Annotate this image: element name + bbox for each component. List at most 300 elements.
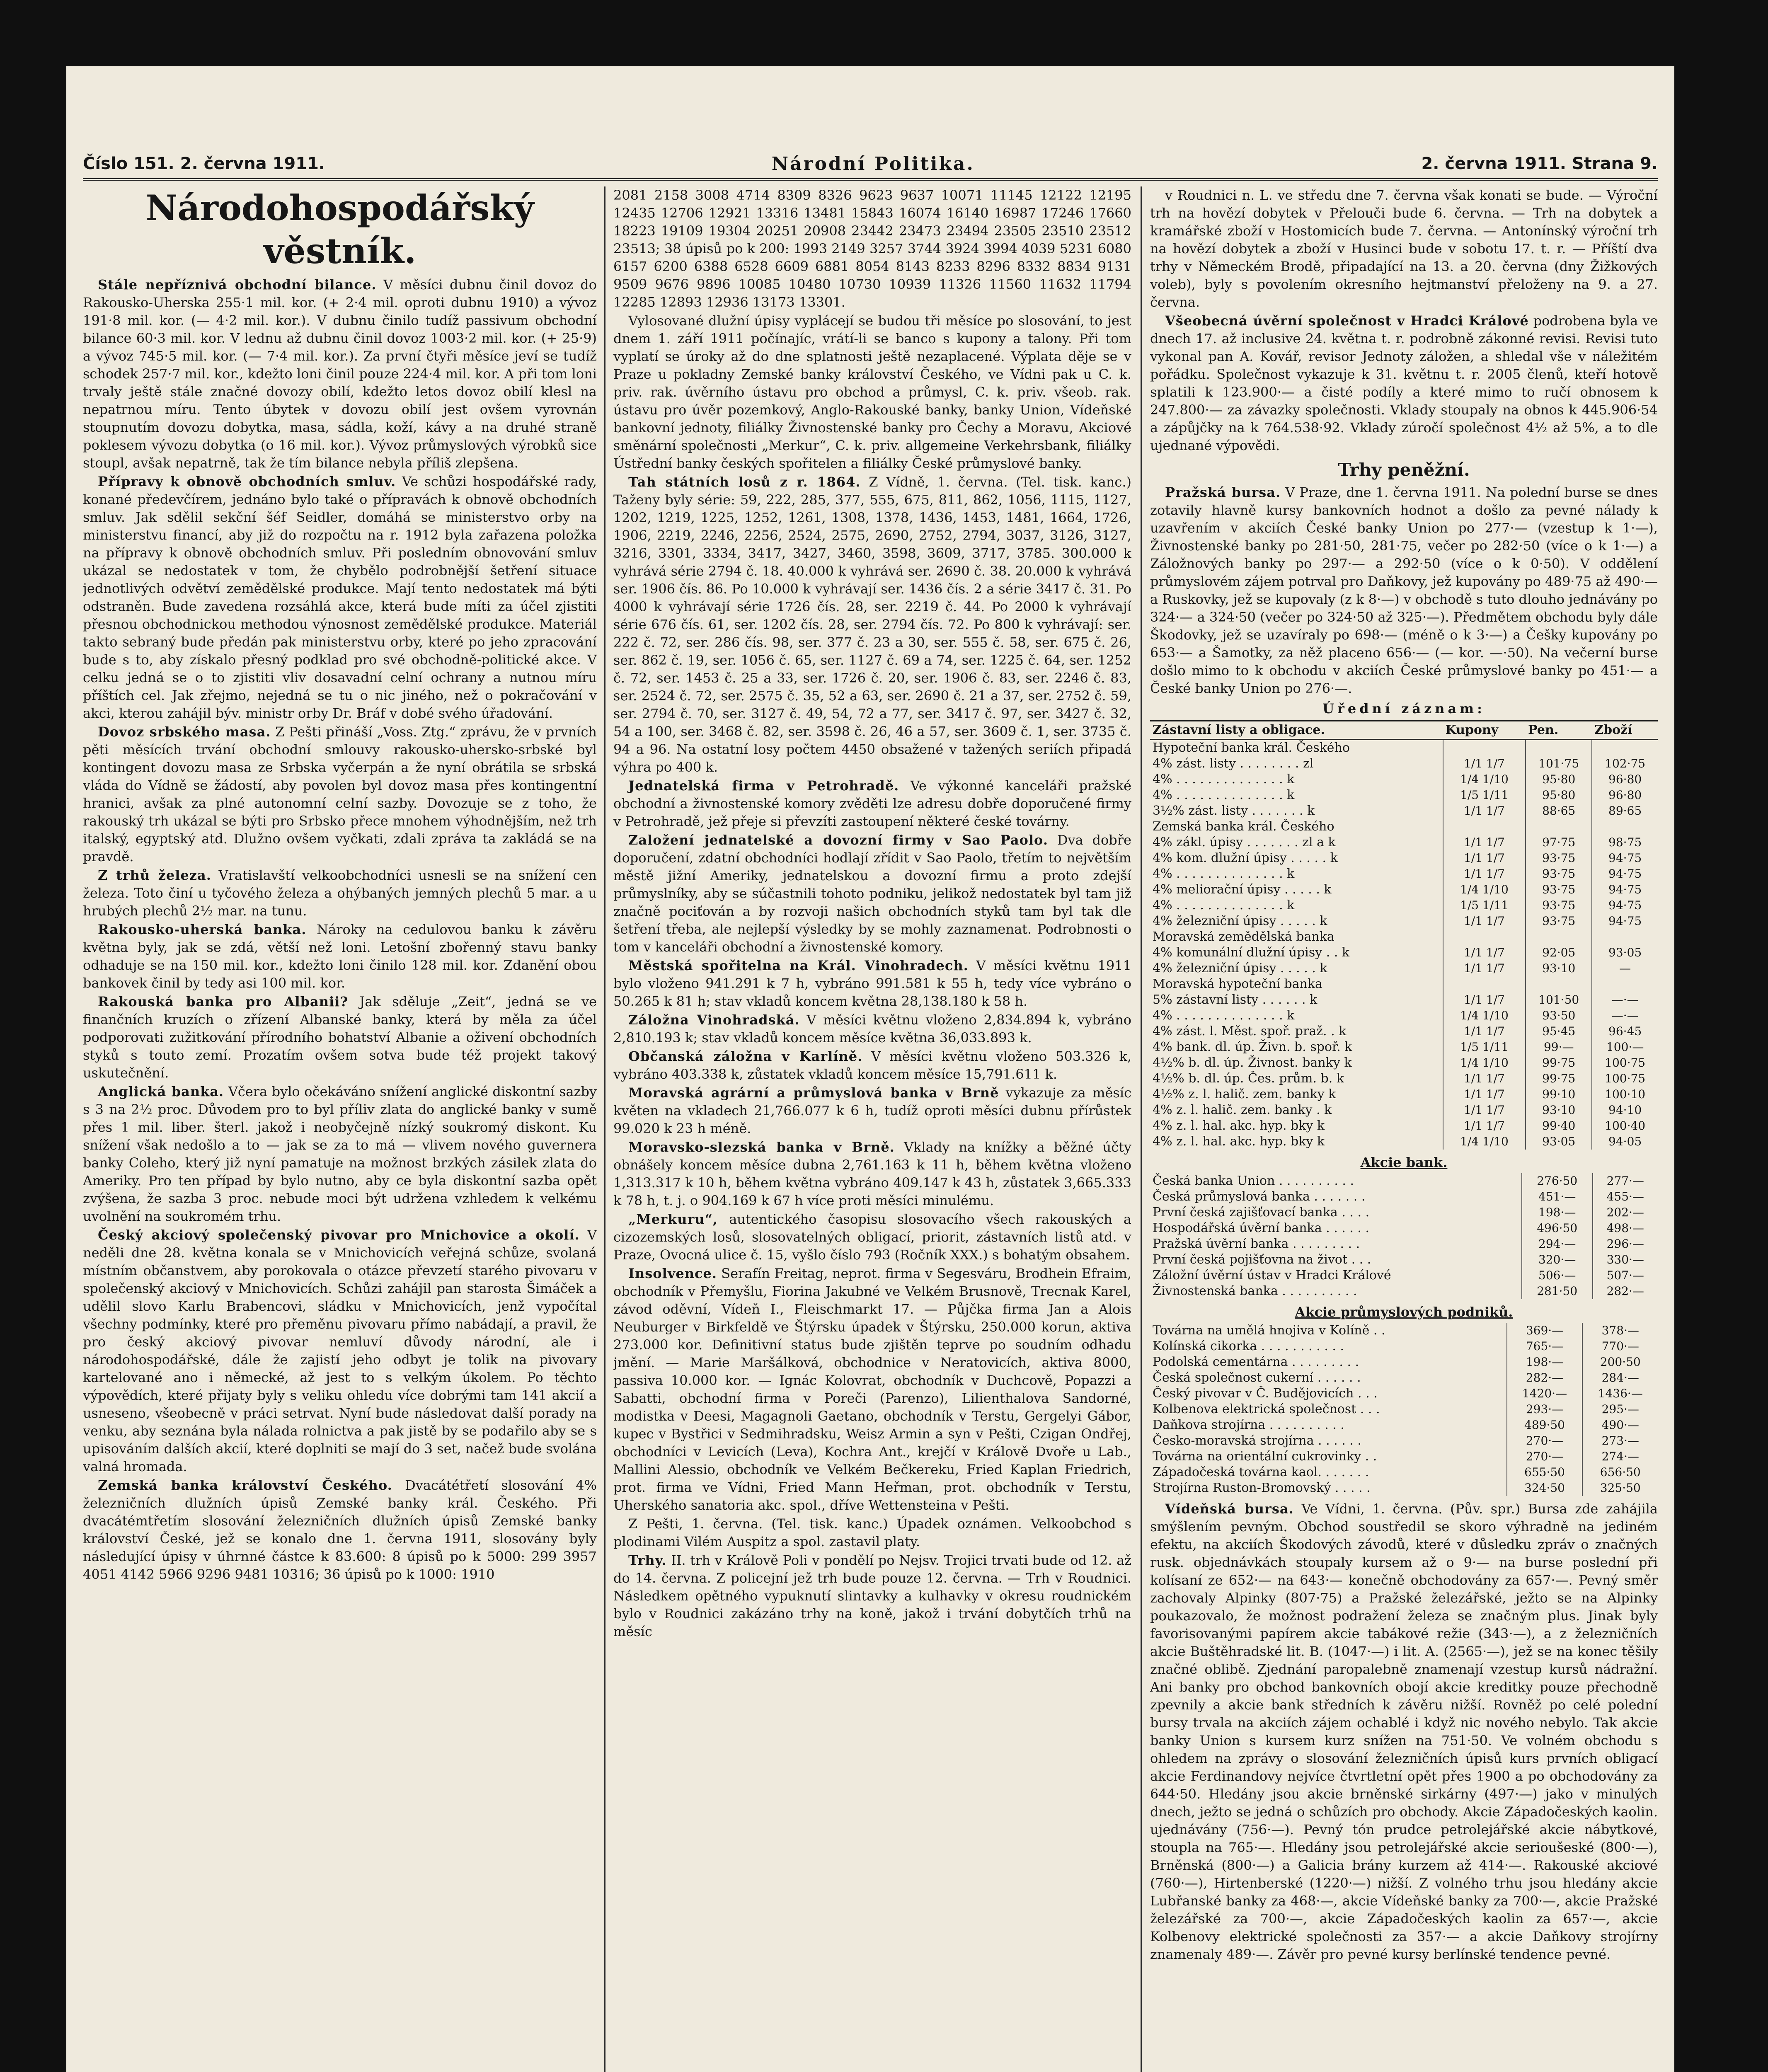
quote-cell: 100·10 xyxy=(1592,1087,1658,1102)
quote-cell: 100·40 xyxy=(1592,1118,1658,1134)
security-name: 4% . . . . . . . . . . . . . . k xyxy=(1153,867,1295,881)
quote-cell xyxy=(1443,929,1526,945)
column-2 xyxy=(613,186,1131,2072)
quote-cell xyxy=(1592,929,1658,945)
table-row xyxy=(1150,1055,1658,1071)
quote-cell: 99·10 xyxy=(1526,1087,1592,1102)
quote-cell xyxy=(1443,740,1526,756)
article-paragraph xyxy=(613,1265,1131,1514)
security-name: Hypoteční banka král. Českého xyxy=(1153,741,1350,755)
table-row xyxy=(1150,1283,1658,1299)
bank-shares-table xyxy=(1150,1173,1658,1299)
quote-cell: 1/4 1/10 xyxy=(1443,1008,1526,1024)
article-paragraph xyxy=(1150,186,1658,311)
quote-cell: 93·75 xyxy=(1526,882,1592,898)
quote-cell: 1/1 1/7 xyxy=(1443,803,1526,819)
article-paragraph xyxy=(83,921,597,992)
security-name: 5% zástavní listy . . . . . . k xyxy=(1153,992,1318,1007)
table-row xyxy=(1150,1087,1658,1102)
article-heading: Všeobecná úvěrní společnost v Hradci Králové xyxy=(1165,313,1529,329)
security-name: Kolínská cikorka . . . . . . . . . . . xyxy=(1153,1339,1344,1353)
quote-cell: 276·50 xyxy=(1522,1173,1593,1189)
quote-cell: 1/5 1/11 xyxy=(1443,898,1526,913)
quote-cell: 93·05 xyxy=(1526,1134,1592,1150)
quote-cell: 95·45 xyxy=(1526,1024,1592,1039)
table-header: Zástavní listy a obligace. xyxy=(1150,721,1443,740)
security-name: Moravská hypoteční banka xyxy=(1153,977,1323,991)
quote-cell: 92·05 xyxy=(1526,945,1592,961)
article-heading: Jednatelská firma v Petrohradě. xyxy=(628,778,899,794)
column-3-articles xyxy=(1150,186,1658,455)
article-paragraph xyxy=(613,312,1131,472)
article-text: Ve výkonné kanceláři pražské obchodní a živnostenské komory zvěděti lze adresu dobře doporučené firmy v Petrohradě, jež přeje si převzíti zastoupení některé české továrny. xyxy=(613,778,1131,829)
table-row xyxy=(1150,1118,1658,1134)
article-text: Vylosované dlužní úpisy vyplácejí se budou tři měsíce po slosování, to jest dnem 1. září 1911 počínajíc, vrátí-li se banco s kupony a talony. Při tom vyplatí se úroky až do dne splatnosti ještě nezaplacené. Výplata děje se v Praze u pokladny Zemské banky království Českého, ve Vídni pak u C. k. priv. rak. úvěrního ústavu pro obchod a průmysl, C. k. priv. všeob. rak. ústavu pro úvěr pozemkový, Anglo-Rakouské banky, banky Union, Vídeňské bankovní jednoty, filiálky Živnostenské banky pro Čechy a Moravu, Akciové směnární společnosti „Merkur“, C. k. priv. allgemeine Verkehrsbank, filiálky Ústřední banky českých spořitelen a filiálky České průmyslové banky. xyxy=(613,313,1131,471)
quote-cell: 94·75 xyxy=(1592,898,1658,913)
article-paragraph xyxy=(83,993,597,1082)
quote-cell: 89·65 xyxy=(1592,803,1658,819)
quote-cell: 1/1 1/7 xyxy=(1443,913,1526,929)
article-heading: „Merkuru“, xyxy=(628,1211,718,1227)
security-name: 4% železniční úpisy . . . . . k xyxy=(1153,914,1327,928)
security-name: Západočeská továrna kaol. . . . . . . xyxy=(1153,1465,1369,1479)
quote-cell: 202·— xyxy=(1593,1205,1658,1220)
header-title: Národní Politika. xyxy=(771,153,975,174)
article-text: Jak sděluje „Zeit“, jedná se ve finančních kruzích o zřízení Albanské banky, která by měla za účel podporovati zužitkování přírodního bohatství Albanie a oživení obchodních styků s touto zemí. Prozatím ovšem sotva bude též projekt takový uskutečnění. xyxy=(83,994,597,1081)
article-paragraph xyxy=(613,957,1131,1010)
quote-cell: 200·50 xyxy=(1582,1354,1658,1370)
article-text: II. trh v Králově Poli v pondělí po Nejsv. Trojici trvati bude od 12. až do 14. června. Z policejní jež trh bude pouze 12. června. — Trh v Roudnici. Následkem opětného vypuknutí slintavky a kulhavky v okresu roudnickém bylo v Roudnici zakázáno trhy na koně, jakož i trvání dobytčích trhů na měsíc xyxy=(613,1552,1131,1639)
quote-cell: 496·50 xyxy=(1522,1220,1593,1236)
quote-cell: 94·75 xyxy=(1592,850,1658,866)
table-row xyxy=(1150,835,1658,850)
quote-cell: 93·50 xyxy=(1526,1008,1592,1024)
article-text: Z Vídně, 1. června. (Tel. tisk. kanc.) Taženy byly série: 59, 222, 285, 377, 555, 675, 811, 862, 1056, 1115, 1127, 1202, 1219, 1225, 1252, 1261, 1308, 1378, 1436, 1453, 1481, 1664, 1726, 1906, 2219, 2246, 2256, 2524, 2575, 2690, 2752, 2794, 3037, 3126, 3127, 3216, 3301, 3334, 3417, 3427, 3460, 3598, 3609, 3717, 3785. 300.000 k vyhrává série 2794 č. 18. 40.000 k vyhrává ser. 2690 č. 38. 20.000 k vyhrává ser. 1906 čís. 86. Po 10.000 k vyhrávají ser. 1436 čís. 2 a série 3417 č. 31. Po 4000 k vyhrávají série 1726 čís. 28, ser. 2219 č. 44. Po 2000 k vyhrávají série 676 čís. 61, ser. 1202 čís. 28, ser. 2794 čís. 72. Po 800 k vyhrávají: ser. 222 č. 72, ser. 286 čís. 98, ser. 377 č. 23 a 30, ser. 555 č. 58, ser. 675 č. 26, ser. 862 č. 19, ser. 1056 č. 65, ser. 1127 č. 69 a 74, ser. 1225 č. 64, ser. 1252 č. 72, ser. 1453 č. 25 a 33, ser. 1726 č. 20, ser. 1906 č. 83, ser. 2246 č. 83, ser. 2524 č. 72, ser. 2575 č. 35, 52 a 63, ser. 2690 č. 21 a 37, ser. 2752 č. 59, ser. 2794 č. 70, ser. 3127 č. 49, 54, 72 a 77, ser. 3417 č. 97, ser. 3427 č. 32, 54 a 100, ser. 3468 č. 82, ser. 3598 č. 26, 46 a 57, ser. 3609 č. 1, ser. 3735 č. 94 a 96. Na ostatní losy počtem 4450 obsažené v tažených seriích připadá výhra po 400 k. xyxy=(613,474,1131,775)
security-name: 4% komunální dlužní úpisy . . k xyxy=(1153,945,1350,960)
table-row xyxy=(1150,1205,1658,1220)
table-header: Zboží xyxy=(1592,721,1658,740)
article-heading: Zemská banka království Českého. xyxy=(98,1477,392,1493)
table-row xyxy=(1150,1039,1658,1055)
table-row xyxy=(1150,1402,1658,1417)
quote-cell: 96·45 xyxy=(1592,1024,1658,1039)
table-row xyxy=(1150,898,1658,913)
column-2-articles xyxy=(613,312,1131,1641)
quote-cell: 94·75 xyxy=(1592,866,1658,882)
quote-cell: 489·50 xyxy=(1507,1417,1583,1433)
security-name: 4% zákl. úpisy . . . . . . . zl a k xyxy=(1153,835,1336,850)
section-masthead: Národohospodářský věstník. xyxy=(145,187,534,271)
quote-cell xyxy=(1526,929,1592,945)
table-row xyxy=(1150,1386,1658,1402)
article-text: V neděli dne 28. května konala se v Mnichovicích veřejná schůze, svolaná místním občanstvem, aby porokovala o otázce převzetí starého pivovaru v společenský akciový v Mnichovicích. Schůzi zahájil pan starosta Šimáček a udělil slovo Karlu Brabencovi, sládku v Mnichovicích, jenž vypočítal všechny podmínky, které pro přeměnu pivovaru přímo nabádají, a pravil, že pro český akciový pivovar nemluví důvody národní, ale i národohospodářské, dále že zajistí jeho odbyt je tolik na pivovary kartelované ano i německé, až jest to s velkým úkolem. Po těchto výpovědích, které přijaty byly s veliku ohledu více dobrými tam 141 akcií a usneseno, všeobecně v práci setrvat. Nyní bude následovat další porady na venku, aby seznána byla nálada rolnictva a pak jistě by se podařilo aby se s upisováním dalších akcií, které doplniti se mají do 3 set, načež bude svolána valná hromada. xyxy=(83,1227,597,1474)
article-text: V měsíci květnu 1911 bylo vloženo 941.291 k 7 h, vybráno 991.581 k 55 h, tedy více vybráno o 50.265 k 81 h; stav vkladů koncem května 28,138.180 k 58 h. xyxy=(613,958,1131,1009)
quote-cell: —·— xyxy=(1592,1008,1658,1024)
quote-cell: 1/1 1/7 xyxy=(1443,1071,1526,1087)
security-name: Česká společnost cukerní . . . . . . xyxy=(1153,1370,1361,1385)
quote-cell: 284·— xyxy=(1582,1370,1658,1386)
quote-cell: 1/5 1/11 xyxy=(1443,1039,1526,1055)
quote-cell: 270·— xyxy=(1507,1449,1583,1464)
security-name: 4% zást. listy . . . . . . . . zl xyxy=(1153,756,1314,771)
header-issue: Číslo 151. 2. června 1911. xyxy=(83,154,325,173)
quote-cell: — xyxy=(1592,961,1658,976)
quote-cell: 770·— xyxy=(1582,1339,1658,1354)
quote-cell: 274·— xyxy=(1582,1449,1658,1464)
quote-cell: 95·80 xyxy=(1526,772,1592,787)
newspaper-page xyxy=(66,66,1674,2072)
quote-cell: 88·65 xyxy=(1526,803,1592,819)
table-row xyxy=(1150,756,1658,772)
table-row xyxy=(1150,992,1658,1008)
security-name: Česká průmyslová banka . . . . . . . xyxy=(1153,1189,1366,1204)
quote-cell: 293·— xyxy=(1507,1402,1583,1417)
article-text: Dvacátétřetí slosování 4% železničních dlužních úpisů Zemské banky král. Českého. Při dvacátémtřetím slosování železničních dlužních úpisů Zemské banky království České, jež se konalo dne 1. června 1911, slosovány byly následující úpisy v úhrnné částce k 83.600: 8 úpisů po k 5000: 299 3957 4051 4142 5966 9296 9481 10316; 36 úpisů po k 1000: 1910 xyxy=(83,1477,597,1582)
security-name: Zemská banka král. Českého xyxy=(1153,819,1334,834)
article-heading: Založení jednatelské a dovozní firmy v Sao Paolo. xyxy=(628,832,1048,848)
table-row xyxy=(1150,772,1658,787)
quote-cell: 765·— xyxy=(1507,1339,1583,1354)
security-name: Strojírna Ruston-Bromovský . . . . . xyxy=(1153,1481,1371,1495)
article-text: Včera bylo očekáváno snížení anglické diskontní sazby s 3 na 2½ proc. Důvodem pro to byl příliv zlata do anglické banky v sumě přes 1 mil. liber. šterl. jakož i neobyčejně nízký soukromý diskont. Ku snížení však nedošlo a to — jak se za to má — vlivem nového guvernera banky Coleho, který již nyní pamatuje na možnost brzkých zásilek zlata do Ameriky. Pro ten případ by bylo nutno, aby ce byla diskontní sazba opět zvýšena, že sazba 3 proc. nebude moci být udržena vzhledem k velkému uvolnění na soukromém trhu. xyxy=(83,1084,597,1224)
quote-cell: 94·75 xyxy=(1592,913,1658,929)
article-text: Nároky na cedulovou banku k závěru května byly, jak se zdá, větší než loni. Letošní zbořenný stavu banky odhaduje se na 150 mil. kor., kdežto loni činilo 128 mil. kor. Zdanění obou bankovek činil by tedy asi 100 mil. kor. xyxy=(83,922,597,991)
security-name: Kolbenova elektrická společnost . . . xyxy=(1153,1402,1380,1416)
table-row xyxy=(1150,1323,1658,1339)
table-row xyxy=(1150,1268,1658,1283)
column-3 xyxy=(1150,186,1658,2072)
article-text: Z Pešti, 1. června. (Tel. tisk. kanc.) Úpadek oznámen. Velkoobchod s plodinami Vilém Auspitz a spol. zastavil platy. xyxy=(613,1516,1131,1549)
quote-cell: 96·80 xyxy=(1592,772,1658,787)
table-row xyxy=(1150,1354,1658,1370)
quote-cell: 1/1 1/7 xyxy=(1443,1102,1526,1118)
article-text: V měsíci květnu vloženo 2,834.894 k, vybráno 2,810.193 k; stav vkladů koncem měsíce května 36,033.893 k. xyxy=(613,1012,1131,1046)
table-header: Pen. xyxy=(1526,721,1592,740)
quote-cell: 99·40 xyxy=(1526,1118,1592,1134)
quote-cell: 320·— xyxy=(1522,1252,1593,1268)
table-row xyxy=(1150,850,1658,866)
article-paragraph xyxy=(613,1011,1131,1047)
security-name: Živnostenská banka . . . . . . . . . . xyxy=(1153,1284,1357,1298)
header-date-page: 2. června 1911. Strana 9. xyxy=(1421,154,1658,173)
quote-cell: 1/1 1/7 xyxy=(1443,961,1526,976)
quote-cell: 1/1 1/7 xyxy=(1443,756,1526,772)
security-name: Záložní úvěrní ústav v Hradci Králové xyxy=(1153,1268,1391,1283)
article-heading: Moravsko-slezská banka v Brně. xyxy=(628,1139,895,1155)
article-heading: Stále nepříznivá obchodní bilance. xyxy=(98,277,377,293)
quote-cell: 101·50 xyxy=(1526,992,1592,1008)
article-text: Dva dobře doporučení, zdatní obchodníci hodlají zřídit v Sao Paolo, třetím to největším městě jižní Ameriky, jednatelskou a dovozní firmu a proto zdejší průmyslníky, aby se súčastnili tohoto podniku, jelikož nedostatek byl tam již značně pociťován a by rozvoji našich obchodních styků tam byl tak dle šetření třeba, ale nejlepší výsledky by se mohly zaznamenat. Podrobnosti o tom v kanceláři obchodní a živnostenské komory. xyxy=(613,832,1131,955)
quote-cell: 378·— xyxy=(1582,1323,1658,1339)
table-row xyxy=(1150,1252,1658,1268)
quote-cell: 507·— xyxy=(1593,1268,1658,1283)
table-row xyxy=(1150,976,1658,992)
security-name: 3½% zást. listy . . . . . . . k xyxy=(1153,804,1315,818)
quote-cell: 1/1 1/7 xyxy=(1443,850,1526,866)
column-1-articles xyxy=(83,276,597,1583)
article-text: V měsíci květnu vloženo 503.326 k, vybráno 403.338 k, zůstatek vkladů koncem měsíce 15,791.611 k. xyxy=(613,1048,1131,1082)
article-text: Vklady na knížky a běžné účty obnášely koncem měsíce dubna 2,761.163 k 11 h, během května vloženo 1,313.317 k 10 h, během května vybráno 409.147 k 43 h, zůstatek 3,665.333 k 78 h, t. j. o 904.169 k 67 h více proti měsíci minulému. xyxy=(613,1139,1131,1208)
quote-cell xyxy=(1526,819,1592,835)
quote-cell: 99·75 xyxy=(1526,1055,1592,1071)
quote-cell: 455·— xyxy=(1593,1189,1658,1205)
quote-cell: 198·— xyxy=(1522,1205,1593,1220)
quote-cell: 369·— xyxy=(1507,1323,1583,1339)
article-paragraph xyxy=(613,1515,1131,1551)
article-text: Vratislavští velkoobchodníci usnesli se na snížení cen železa. Toto činí u tyčového železa a ohýbaných jemných plechů 5 mar. a u hrubých plechů 2½ mar. na tunu. xyxy=(83,867,597,919)
table-row xyxy=(1150,882,1658,898)
prague-bourse-report: Pražská bursa. V Praze, dne 1. června 1911. Na polední burse se dnes zotavily hlavně kursy bankovních hodnot a došlo za pevné nálady k uzavřením v akciích České banky Union po 277·— (vzestup k 1·—), Živnostenské banky po 281·50, 281·75, večer po 282·50 (více o k 1·—) a Záložnových banky po 297·— a 292·50 (více o k 0·50). V oddělení průmyslovém zájem potrval pro Daňkovy, jež kupovány po 489·75 až 490·— a Ruskovky, jež se kupovaly (z k 8·—) v obchodě s tuto dlouho jednávány po 324·— a 324·50 (večer po 324·50 až 325·—). Předmětem obchodu byly dále Škodovky, jež se uzavíraly po 698·— (méně o k 3·—) a Češky kupovány po 653·— a Šamotky, za něž placeno 656·— (— kor. —·50). Na večerní burse došlo mimo to k obchodu v akciích České průmyslové banky po 451·— a České banky Union po 276·—. xyxy=(1150,484,1658,696)
quote-cell: 1/4 1/10 xyxy=(1443,1055,1526,1071)
quote-cell: 100·75 xyxy=(1592,1071,1658,1087)
article-paragraph xyxy=(613,1138,1131,1210)
article-heading: Občanská záložna v Karlíně. xyxy=(628,1048,863,1064)
quote-cell: 273·— xyxy=(1582,1433,1658,1449)
table-row xyxy=(1150,1102,1658,1118)
article-heading: Anglická banka. xyxy=(98,1084,224,1099)
quote-cell: 1420·— xyxy=(1507,1386,1583,1402)
table-row xyxy=(1150,1433,1658,1449)
article-paragraph xyxy=(83,473,597,722)
table-row xyxy=(1150,787,1658,803)
security-name: 4% bank. dl. úp. Živn. b. spoř. k xyxy=(1153,1040,1352,1054)
quote-cell xyxy=(1443,819,1526,835)
article-paragraph xyxy=(83,1083,597,1225)
quote-cell: 1/5 1/11 xyxy=(1443,787,1526,803)
table-row xyxy=(1150,1024,1658,1039)
quote-cell: 93·75 xyxy=(1526,850,1592,866)
column-1 xyxy=(83,186,597,2072)
bonds-table xyxy=(1150,720,1658,1150)
table-row xyxy=(1150,1134,1658,1150)
quote-cell: 93·10 xyxy=(1526,1102,1592,1118)
security-name: Český pivovar v Č. Budějovicích . . . xyxy=(1153,1386,1378,1401)
article-paragraph xyxy=(613,831,1131,956)
security-name: Česká banka Union . . . . . . . . . . xyxy=(1153,1174,1354,1188)
table-row xyxy=(1150,1417,1658,1433)
quote-cell: 330·— xyxy=(1593,1252,1658,1268)
article-text: Ve schůzi hospodářské rady, konané předevčírem, jednáno bylo také o přípravách k obnově obchodních smluv. Jak sdělil sekční šéf Seidler, domáhá se ministerstvo orby na ministerstvu financí, aby již do rozpočtu na r. 1912 byla zařazena položka na přípravy k obnově obchodních smluv. Při posledním obnovování smluv ukázal se nedostatek v tom, že chybělo podrobnější šetření situace jednotlivých odvětví zemědělské produkce. Mají tento nedostatek má býti odstraněn. Bude zavedena rozsáhlá akce, která bude míti za účel zjistiti přesnou obchodnickou methodou výnosnost zemědělské produkce. Materiál takto sebraný bude předán pak ministerstvu orby, které po jeho zpracování bude s to, aby získalo přesný podklad pro své obchodně-politické akce. V celku jedná se o to zjistiti vliv dosavadní celní ochrany a nutnou míru příštích cel. Jak zřejmo, nejedná se tu o nic jiného, než o pokračování v akci, kterou zahájil býv. ministr orby Dr. Bráf v dobé svého úřadování. xyxy=(83,474,597,721)
quote-cell: 270·— xyxy=(1507,1433,1583,1449)
article-paragraph xyxy=(83,723,597,866)
quote-cell: 99·— xyxy=(1526,1039,1592,1055)
article-text: vykazuje za měsíc květen na vkladech 21,766.077 k 6 h, tudíž oproti měsíci dubnu přírůstek 99.020 k 23 h méně. xyxy=(613,1085,1131,1136)
quote-cell xyxy=(1526,740,1592,756)
table-row xyxy=(1150,961,1658,976)
table-row xyxy=(1150,819,1658,835)
quote-cell: 281·50 xyxy=(1522,1283,1593,1299)
article-text: Z Pešti přináší „Voss. Ztg.“ zprávu, že v prvních pěti měsících trvání obchodní smlouvy rakousko-uhersko-srbské byl kontingent dovozu masa ze Srbska vyčerpán a že nyní obrátila se srbská vláda do Vídně se žádostí, aby povolen byl dovoz masa přes kontingentní hranici, avšak za plné autonomní celní sazby. Dovozuje se z toho, že rakouský trh ukázal se býti pro Srbsko přece mnohem výhodnějším, než trh italský, egyptský atd. Dlužno ovšem vyčkati, zdali zpráva ta zakládá se na pravdě. xyxy=(83,724,597,864)
quote-cell: 198·— xyxy=(1507,1354,1583,1370)
quote-cell: 1/1 1/7 xyxy=(1443,1087,1526,1102)
security-name: Česko-moravská strojírna . . . . . . xyxy=(1153,1433,1361,1448)
table-row xyxy=(1150,1189,1658,1205)
article-paragraph xyxy=(613,473,1131,776)
quote-cell: 98·75 xyxy=(1592,835,1658,850)
security-name: 4% z. l. hal. akc. hyp. bky k xyxy=(1153,1118,1325,1133)
article-text: v Roudnici n. L. ve středu dne 7. června však konati se bude. — Výroční trh na hovězí dobytek v Přelouči bude 6. června. — Trh na dobytek a kramářské zboží v Hostomicích bude 7. června. — Antonínský výroční trh na hovězí dobytek a zboží v Husinci bude v sobotu 17. t. r. — Příští dva trhy v Německém Brodě, připadající na 13. a 20. června (dny Žižkových voleb), byly s povolením okresního hejtmanství přeloženy na 9. a 27. června. xyxy=(1150,187,1658,310)
lottery-numbers: 2081 2158 3008 4714 8309 8326 9623 9637 10071 11145 12122 12195 12435 12706 12921 13316 13481 15843 16074 16140 16987 17246 17660 18223 19109 19304 20251 20908 23442 23473 23494 23505 23510 23512 23513; 38 úpisů po k 200: 1993 2149 3257 3744 3924 3994 4039 5231 6080 6157 6200 6388 6528 6609 6881 8054 8143 8233 8296 8332 8834 9131 9509 9676 9896 10085 10480 10730 10939 11326 11560 11632 11794 12285 12893 12936 13173 13301. xyxy=(613,187,1131,310)
quote-cell: 93·10 xyxy=(1526,961,1592,976)
security-name: 4% . . . . . . . . . . . . . . k xyxy=(1153,788,1295,802)
article-heading: Z trhů železa. xyxy=(98,867,211,883)
article-paragraph xyxy=(1150,312,1658,455)
article-text: V měsíci dubnu činil dovoz do Rakousko-Uherska 255·1 mil. kor. (+ 2·4 mil. oproti dubnu 1910) a vývoz 191·8 mil. kor. (— 4·2 mil. kor.). V dubnu činilo tudíž passivum obchodní bilance 60·3 mil. kor. V lednu až dubnu činil dovoz 1003·2 mil. kor. (+ 25·9) a vývoz 745·5 mil. kor. (— 7·4 mil. kor.). Za první čtyři měsíce jeví se tudíž schodek 257·7 mil. kor., kdežto loni činil pouze 224·4 mil. kor. A při tom loni trvaly ještě stále značné dovozy obilí, kdežto letos dovoz obilí klesl na nepatrnou míru. Tento úbytek v dovozu obilí jest ovšem vyrovnán stoupnutím dovozu dobytka, masa, sádla, koží, kávy a na druhé straně poklesem vývozu dobytka (o 16 mil. kor.). Vývoz průmyslových výrobků sice stoupl, avšak nepatrně, tak že tím bilance nebyla příliš zlepšena. xyxy=(83,277,597,471)
header-rule xyxy=(83,178,1658,181)
quote-cell: 282·— xyxy=(1507,1370,1583,1386)
table-row xyxy=(1150,1173,1658,1189)
quote-cell: 101·75 xyxy=(1526,756,1592,772)
quote-cell: 1/1 1/7 xyxy=(1443,1024,1526,1039)
quote-cell: 1/4 1/10 xyxy=(1443,1134,1526,1150)
security-name: První česká zajišťovací banka . . . . xyxy=(1153,1205,1370,1220)
article-paragraph xyxy=(613,1552,1131,1641)
article-heading: Dovoz srbského masa. xyxy=(98,724,271,740)
article-paragraph xyxy=(83,276,597,472)
security-name: 4½% b. dl. úp. Čes. prům. b. k xyxy=(1153,1071,1344,1086)
quote-cell: 506·— xyxy=(1522,1268,1593,1283)
industrial-shares-heading: Akcie průmyslových podniků. xyxy=(1295,1304,1513,1320)
table-header: Kupony xyxy=(1443,721,1526,740)
quote-cell: 93·05 xyxy=(1592,945,1658,961)
security-name: 4% zást. l. Měst. spoř. praž. . k xyxy=(1153,1024,1347,1038)
article-text: podrobena byla ve dnech 17. až inclusive 24. května t. r. podrobně zákonné revisi. Revisi tuto vykonal pan A. Kovář, revisor Jednoty záložen, a shledal vše v náležitém pořádku. Společnost vykazuje k 31. květnu t. r. 2005 členů, kteří hotově splatili k 123.900·— a čisté podíly a které mimo to ručí obnosem k 247.800·— za závazky společnosti. Vklady stoupaly na obnos k 445.906·54 a zápůjčky na k 764.538·92. Vklady zúročí společnost 4½ až 5%, a to dle ujednané výpovědi. xyxy=(1150,313,1658,453)
quote-cell xyxy=(1443,976,1526,992)
security-name: Hospodářská úvěrní banka . . . . . . xyxy=(1153,1221,1370,1235)
quote-cell: 296·— xyxy=(1593,1236,1658,1252)
table-row xyxy=(1150,740,1658,756)
quote-cell xyxy=(1526,976,1592,992)
article-heading: Insolvence. xyxy=(628,1266,717,1281)
quote-cell xyxy=(1592,740,1658,756)
quote-cell: 100·— xyxy=(1592,1039,1658,1055)
table-row xyxy=(1150,929,1658,945)
quote-cell: 451·— xyxy=(1522,1189,1593,1205)
security-name: 4% meliorační úpisy . . . . . k xyxy=(1153,882,1332,897)
quote-cell: 1/1 1/7 xyxy=(1443,835,1526,850)
article-text: autentického časopisu slosovacího všech rakouských a cizozemských losů, slosovatelných obligací, priorit, zástavních listů atd. v Praze, Ovocná ulice č. 15, vyšlo číslo 793 (Ročník XXX.) s bohatým obsahem. xyxy=(613,1211,1131,1263)
quote-cell: 93·75 xyxy=(1526,898,1592,913)
security-name: 4% kom. dlužní úpisy . . . . . k xyxy=(1153,851,1338,865)
quote-cell: 324·50 xyxy=(1507,1480,1583,1496)
table-row xyxy=(1150,1464,1658,1480)
money-markets-heading: Trhy peněžní. xyxy=(1338,460,1470,480)
article-heading: Záložna Vinohradská. xyxy=(628,1012,800,1028)
article-paragraph xyxy=(613,777,1131,830)
quote-cell: 498·— xyxy=(1593,1220,1658,1236)
quote-cell: 277·— xyxy=(1593,1173,1658,1189)
table-row xyxy=(1150,1008,1658,1024)
column-divider xyxy=(604,186,605,2072)
table-row xyxy=(1150,945,1658,961)
table-row xyxy=(1150,1220,1658,1236)
article-heading: Městská spořitelna na Král. Vinohradech. xyxy=(628,958,969,973)
quote-cell: 1/4 1/10 xyxy=(1443,772,1526,787)
quote-cell: 96·80 xyxy=(1592,787,1658,803)
security-name: 4% z. l. hal. akc. hyp. bky k xyxy=(1153,1134,1325,1149)
article-heading: Rakouská banka pro Albanii? xyxy=(98,994,349,1009)
quote-cell: 295·— xyxy=(1582,1402,1658,1417)
page-header xyxy=(83,151,1658,176)
security-name: Továrna na umělá hnojiva v Kolíně . . xyxy=(1153,1323,1385,1338)
quote-cell: 100·75 xyxy=(1592,1055,1658,1071)
table-row xyxy=(1150,1236,1658,1252)
quote-cell: 99·75 xyxy=(1526,1071,1592,1087)
article-paragraph xyxy=(613,1210,1131,1264)
quote-cell: 94·10 xyxy=(1592,1102,1658,1118)
quote-cell: 97·75 xyxy=(1526,835,1592,850)
quote-cell: 93·75 xyxy=(1526,866,1592,882)
security-name: 4% železniční úpisy . . . . . k xyxy=(1153,961,1327,975)
quote-cell: 1/4 1/10 xyxy=(1443,882,1526,898)
article-heading: Tah státních losů z r. 1864. xyxy=(628,474,861,490)
security-name: Pražská úvěrní banka . . . . . . . . . xyxy=(1153,1237,1360,1251)
quote-cell: 94·75 xyxy=(1592,882,1658,898)
quote-cell: 1/1 1/7 xyxy=(1443,992,1526,1008)
quote-cell: 1/1 1/7 xyxy=(1443,866,1526,882)
quote-cell: 655·50 xyxy=(1507,1464,1583,1480)
quote-cell: 94·05 xyxy=(1592,1134,1658,1150)
article-paragraph xyxy=(613,1048,1131,1083)
bank-shares-heading: Akcie bank. xyxy=(1360,1155,1448,1170)
security-name: 4% z. l. halič. zem. banky . k xyxy=(1153,1103,1332,1117)
quote-cell: 95·80 xyxy=(1526,787,1592,803)
table-row xyxy=(1150,913,1658,929)
security-name: Moravská zemědělská banka xyxy=(1153,929,1334,944)
quote-cell: 1/1 1/7 xyxy=(1443,945,1526,961)
quote-cell: 490·— xyxy=(1582,1417,1658,1433)
quote-cell: 282·— xyxy=(1593,1283,1658,1299)
security-name: 4½% z. l. halič. zem. banky k xyxy=(1153,1087,1336,1101)
article-heading: Přípravy k obnově obchodních smluv. xyxy=(98,474,396,489)
quote-cell: 656·50 xyxy=(1582,1464,1658,1480)
security-name: 4% . . . . . . . . . . . . . . k xyxy=(1153,772,1295,787)
column-divider xyxy=(1141,186,1142,2072)
security-name: První česká pojišťovna na život . . . xyxy=(1153,1252,1371,1267)
article-text: Serafín Freitag, neprot. firma v Segesváru, Brodhein Efraim, obchodník v Přemyšlu, Fiorina Jakubné ve Velkém Brusnově, Trecnak Karel, závod oděvní, Vídeň I., Fleischmarkt 17. — Půjčka firma Jan a Alois Neuburger v Birkfeldě ve Štýrsku úpadek v Štýrsku, 250.000 korun, aktiva 273.000 kor. Definitivní status bude zjištěn teprve po soudním odhadu jmění. — Marie Maršálková, obchodnice v Neratovicích, aktiva 8000, passiva 10.000 kor. — Ignác Kolovrat, obchodník v Duchcově, Popazzi a Sabatti, obchodní firma v Poreči (Parenzo), Lilienthalova Sandorné, modistka v Deesi, Magagnoli Gaetano, obchodník v Terstu, Gergelyi Gábor, kupec v Bystřici v Sedmihradsku, Weisz Armin a syn v Pešti, Czigan Ondřej, obchodníci v Levicích (Leva), Kochra Ant., krejčí v Králově Dvoře u Lab., Mallini Alessio, obchodník ve Velkém Bečkereku, Fried Kaplan Friedrich, prot. firma ve Vídni, Fried Mann Heřman, prot. obchodník v Terstu, Uherského sanatoria akc. spol., dříve Wettensteina v Pešti. xyxy=(613,1266,1131,1513)
quote-cell: 102·75 xyxy=(1592,756,1658,772)
quote-cell xyxy=(1592,819,1658,835)
vienna-bourse-report: Vídeňská bursa. Ve Vídni, 1. června. (Pův. spr.) Bursa zde zahájila smýšlením pevným. Obchod soustředil se skoro výhradně na jediném efektu, na akciích Škodových závodů, které v důsledku zpráv o značných rusk. objednávkách stoupaly kursem až o 9·— na burse poslední při kolísaní ze 652·— na 643·— konečně obchodovány za 657·—. Pevný směr zachovaly Alpinky (807·75) a Pražské železářské, ježto se na Alpinky poukazovalo, že možnost podražení železa se značným plus. Jinak byly favorisovanými papírem akcie tabákové režie (343·—), a z železničních akcie Buštěhradské lit. B. (1047·—) i lit. A. (2565·—), jež se na konec těšily značné oblibě. Zjednání paropalebně znamenají vzestup kursů nádražní. Ani banky pro obchod bankovních obojí akcie kreditky pouze přechodně zpevnily a akcie bank středních k závěru nižší. Rovněž po celé polední bursy trvala na akciích zájem ochablé i když nic nového nebylo. Tak akcie banky Union s kursem kurz snížen na 751·50. Ve volném obchodu s ohledem na zprávy o slosování železničních úpisů kurs prvních obligací akcie Ferdinandovy nejvíce čtvrtletní opět přes 1900 a po obchodovány za 644·50. Hledány jsou akcie brněnské sirkárny (497·—) jako v minulých dnech, ježto se jedná o schůzích pro obchody. Akcie Západočeských kaolin. ujednávány (756·—). Pevný tón prudce petrolejářské akcie nábytkové, stoupla na 765·—. Hledány jsou petrolejářské akcie serioušeské (800·—), Brněnská (800·—) a Galicia brány kurzem až 414·—. Rakouské akciové (760·—), Hirtenberské (1220·—) nižší. Z volného trhu jsou hledány akcie Lubřanské banky za 468·—, akcie Vídeňské banky za 700·—, akcie Pražské železářské za 700·—, akcie Západočeských kaolin za 657·—, akcie Kolbenovy elektrické společnosti za 357·— a akcie Daňkovy strojírny znamenaly 489·—. Závěr pro pevné kursy berlínské tendence pevné. xyxy=(1150,1501,1658,1962)
quote-cell: 294·— xyxy=(1522,1236,1593,1252)
official-record-heading: Úřední záznam: xyxy=(1322,701,1485,716)
table-row xyxy=(1150,1449,1658,1464)
quote-cell: 1/1 1/7 xyxy=(1443,1118,1526,1134)
article-paragraph xyxy=(83,867,597,920)
security-name: Podolská cementárna . . . . . . . . . xyxy=(1153,1355,1359,1369)
quote-cell: 325·50 xyxy=(1582,1480,1658,1496)
security-name: 4½% b. dl. úp. Živnost. banky k xyxy=(1153,1055,1352,1070)
article-heading: Trhy. xyxy=(628,1552,667,1568)
article-paragraph xyxy=(83,1477,597,1583)
table-row xyxy=(1150,866,1658,882)
table-row xyxy=(1150,1370,1658,1386)
security-name: 4% . . . . . . . . . . . . . . k xyxy=(1153,1008,1295,1023)
industrial-shares-table xyxy=(1150,1323,1658,1496)
quote-cell: —·— xyxy=(1592,992,1658,1008)
security-name: Daňkova strojírna . . . . . . . . . . xyxy=(1153,1418,1344,1432)
article-paragraph xyxy=(83,1226,597,1476)
article-paragraph xyxy=(613,1084,1131,1138)
table-row xyxy=(1150,803,1658,819)
article-heading: Moravská agrární a průmyslová banka v Brně xyxy=(628,1085,999,1101)
quote-cell: 1436·— xyxy=(1582,1386,1658,1402)
quote-cell xyxy=(1592,976,1658,992)
article-heading: Český akciový společenský pivovar pro Mnichovice a okolí. xyxy=(98,1227,580,1243)
quote-cell: 93·75 xyxy=(1526,913,1592,929)
table-row xyxy=(1150,1071,1658,1087)
table-row xyxy=(1150,1339,1658,1354)
